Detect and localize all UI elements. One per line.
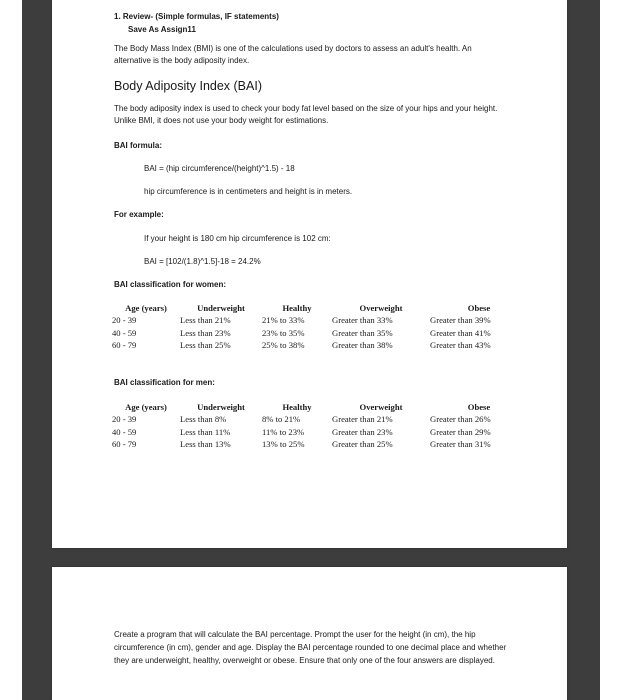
table-cell: 60 - 79 xyxy=(112,439,137,450)
table-cell: Less than 13% xyxy=(180,439,231,450)
table-row xyxy=(112,339,528,352)
description-paragraph: The body adiposity index is used to check your body fat level based on the size of your hips and your height. Unlike BMI, it does not use your body weight for estimations. xyxy=(114,104,498,125)
table-row xyxy=(112,426,528,439)
table-cell: 20 - 39 xyxy=(112,414,137,425)
men-table-label: BAI classification for men: xyxy=(114,378,215,387)
table-cell: 23% to 35% xyxy=(262,327,305,338)
header-overweight: Overweight xyxy=(359,302,403,313)
header-overweight: Overweight xyxy=(359,401,403,412)
table-cell: Greater than 43% xyxy=(430,340,491,351)
table-cell: Greater than 39% xyxy=(430,315,491,326)
document-page-1 xyxy=(52,0,567,548)
table-cell: 40 - 59 xyxy=(112,426,137,437)
table-cell: Greater than 41% xyxy=(430,327,491,338)
table-cell: Less than 21% xyxy=(180,315,231,326)
header-age: Age (years) xyxy=(125,401,167,412)
document-page-2 xyxy=(52,567,567,700)
table-cell: 20 - 39 xyxy=(112,315,137,326)
women-classification-table xyxy=(112,301,528,352)
table-cell: Greater than 25% xyxy=(332,439,393,450)
header-healthy: Healthy xyxy=(282,401,312,412)
save-as-line: Save As Assign11 xyxy=(128,25,196,34)
table-cell: 21% to 33% xyxy=(262,315,305,326)
header-obese: Obese xyxy=(467,401,491,412)
formula-note: hip circumference is in centimeters and height is in meters. xyxy=(144,187,353,196)
header-healthy: Healthy xyxy=(282,302,312,313)
table-cell: Greater than 33% xyxy=(332,315,393,326)
header-obese: Obese xyxy=(467,302,491,313)
task-title: 1. Review- (Simple formulas, IF statements) xyxy=(114,12,279,21)
table-cell: 8% to 21% xyxy=(262,414,301,425)
table-cell: Less than 25% xyxy=(180,340,231,351)
table-cell: Less than 23% xyxy=(180,327,231,338)
men-classification-table xyxy=(112,400,528,451)
table-cell: Greater than 21% xyxy=(332,414,393,425)
table-cell: 60 - 79 xyxy=(112,340,137,351)
program-instructions: Create a program that will calculate the BAI percentage. Prompt the user for the height (in cm), the hip circumference (in cm), gender and age. Display the BAI percentage rounded to one decimal place and whether they are underweight, healthy, overweight or obese. Ensure that only one of the four answers are displayed. xyxy=(114,630,507,665)
section-heading: Body Adiposity Index (BAI) xyxy=(114,79,262,93)
table-cell: Less than 11% xyxy=(180,426,231,437)
formula-text: BAI = (hip circumference/(height)^1.5) - 18 xyxy=(144,164,295,173)
table-cell: 13% to 25% xyxy=(262,439,305,450)
table-cell: Greater than 26% xyxy=(430,414,491,425)
table-cell: 11% to 23% xyxy=(262,426,305,437)
table-cell: Greater than 38% xyxy=(332,340,393,351)
table-row xyxy=(112,327,528,340)
header-underweight: Underweight xyxy=(197,302,245,313)
example-label: For example: xyxy=(114,210,164,219)
table-cell: Less than 8% xyxy=(180,414,227,425)
table-cell: Greater than 35% xyxy=(332,327,393,338)
table-cell: Greater than 23% xyxy=(332,426,393,437)
example-text: If your height is 180 cm hip circumference is 102 cm: xyxy=(144,234,331,243)
table-row xyxy=(112,314,528,327)
table-cell: 40 - 59 xyxy=(112,327,137,338)
example-calculation: BAI = [102/(1.8)^1.5]-18 = 24.2% xyxy=(144,257,261,266)
table-cell: Greater than 29% xyxy=(430,426,491,437)
table-row xyxy=(112,438,528,451)
table-row xyxy=(112,413,528,426)
table-cell: Greater than 31% xyxy=(430,439,491,450)
formula-label: BAI formula: xyxy=(114,141,162,150)
table-cell: 25% to 38% xyxy=(262,340,305,351)
header-age: Age (years) xyxy=(125,302,167,313)
women-table-label: BAI classification for women: xyxy=(114,280,227,289)
intro-paragraph: The Body Mass Index (BMI) is one of the calculations used by doctors to assess an adult's health. An alternative is the body adiposity index. xyxy=(114,44,472,65)
header-underweight: Underweight xyxy=(197,401,245,412)
